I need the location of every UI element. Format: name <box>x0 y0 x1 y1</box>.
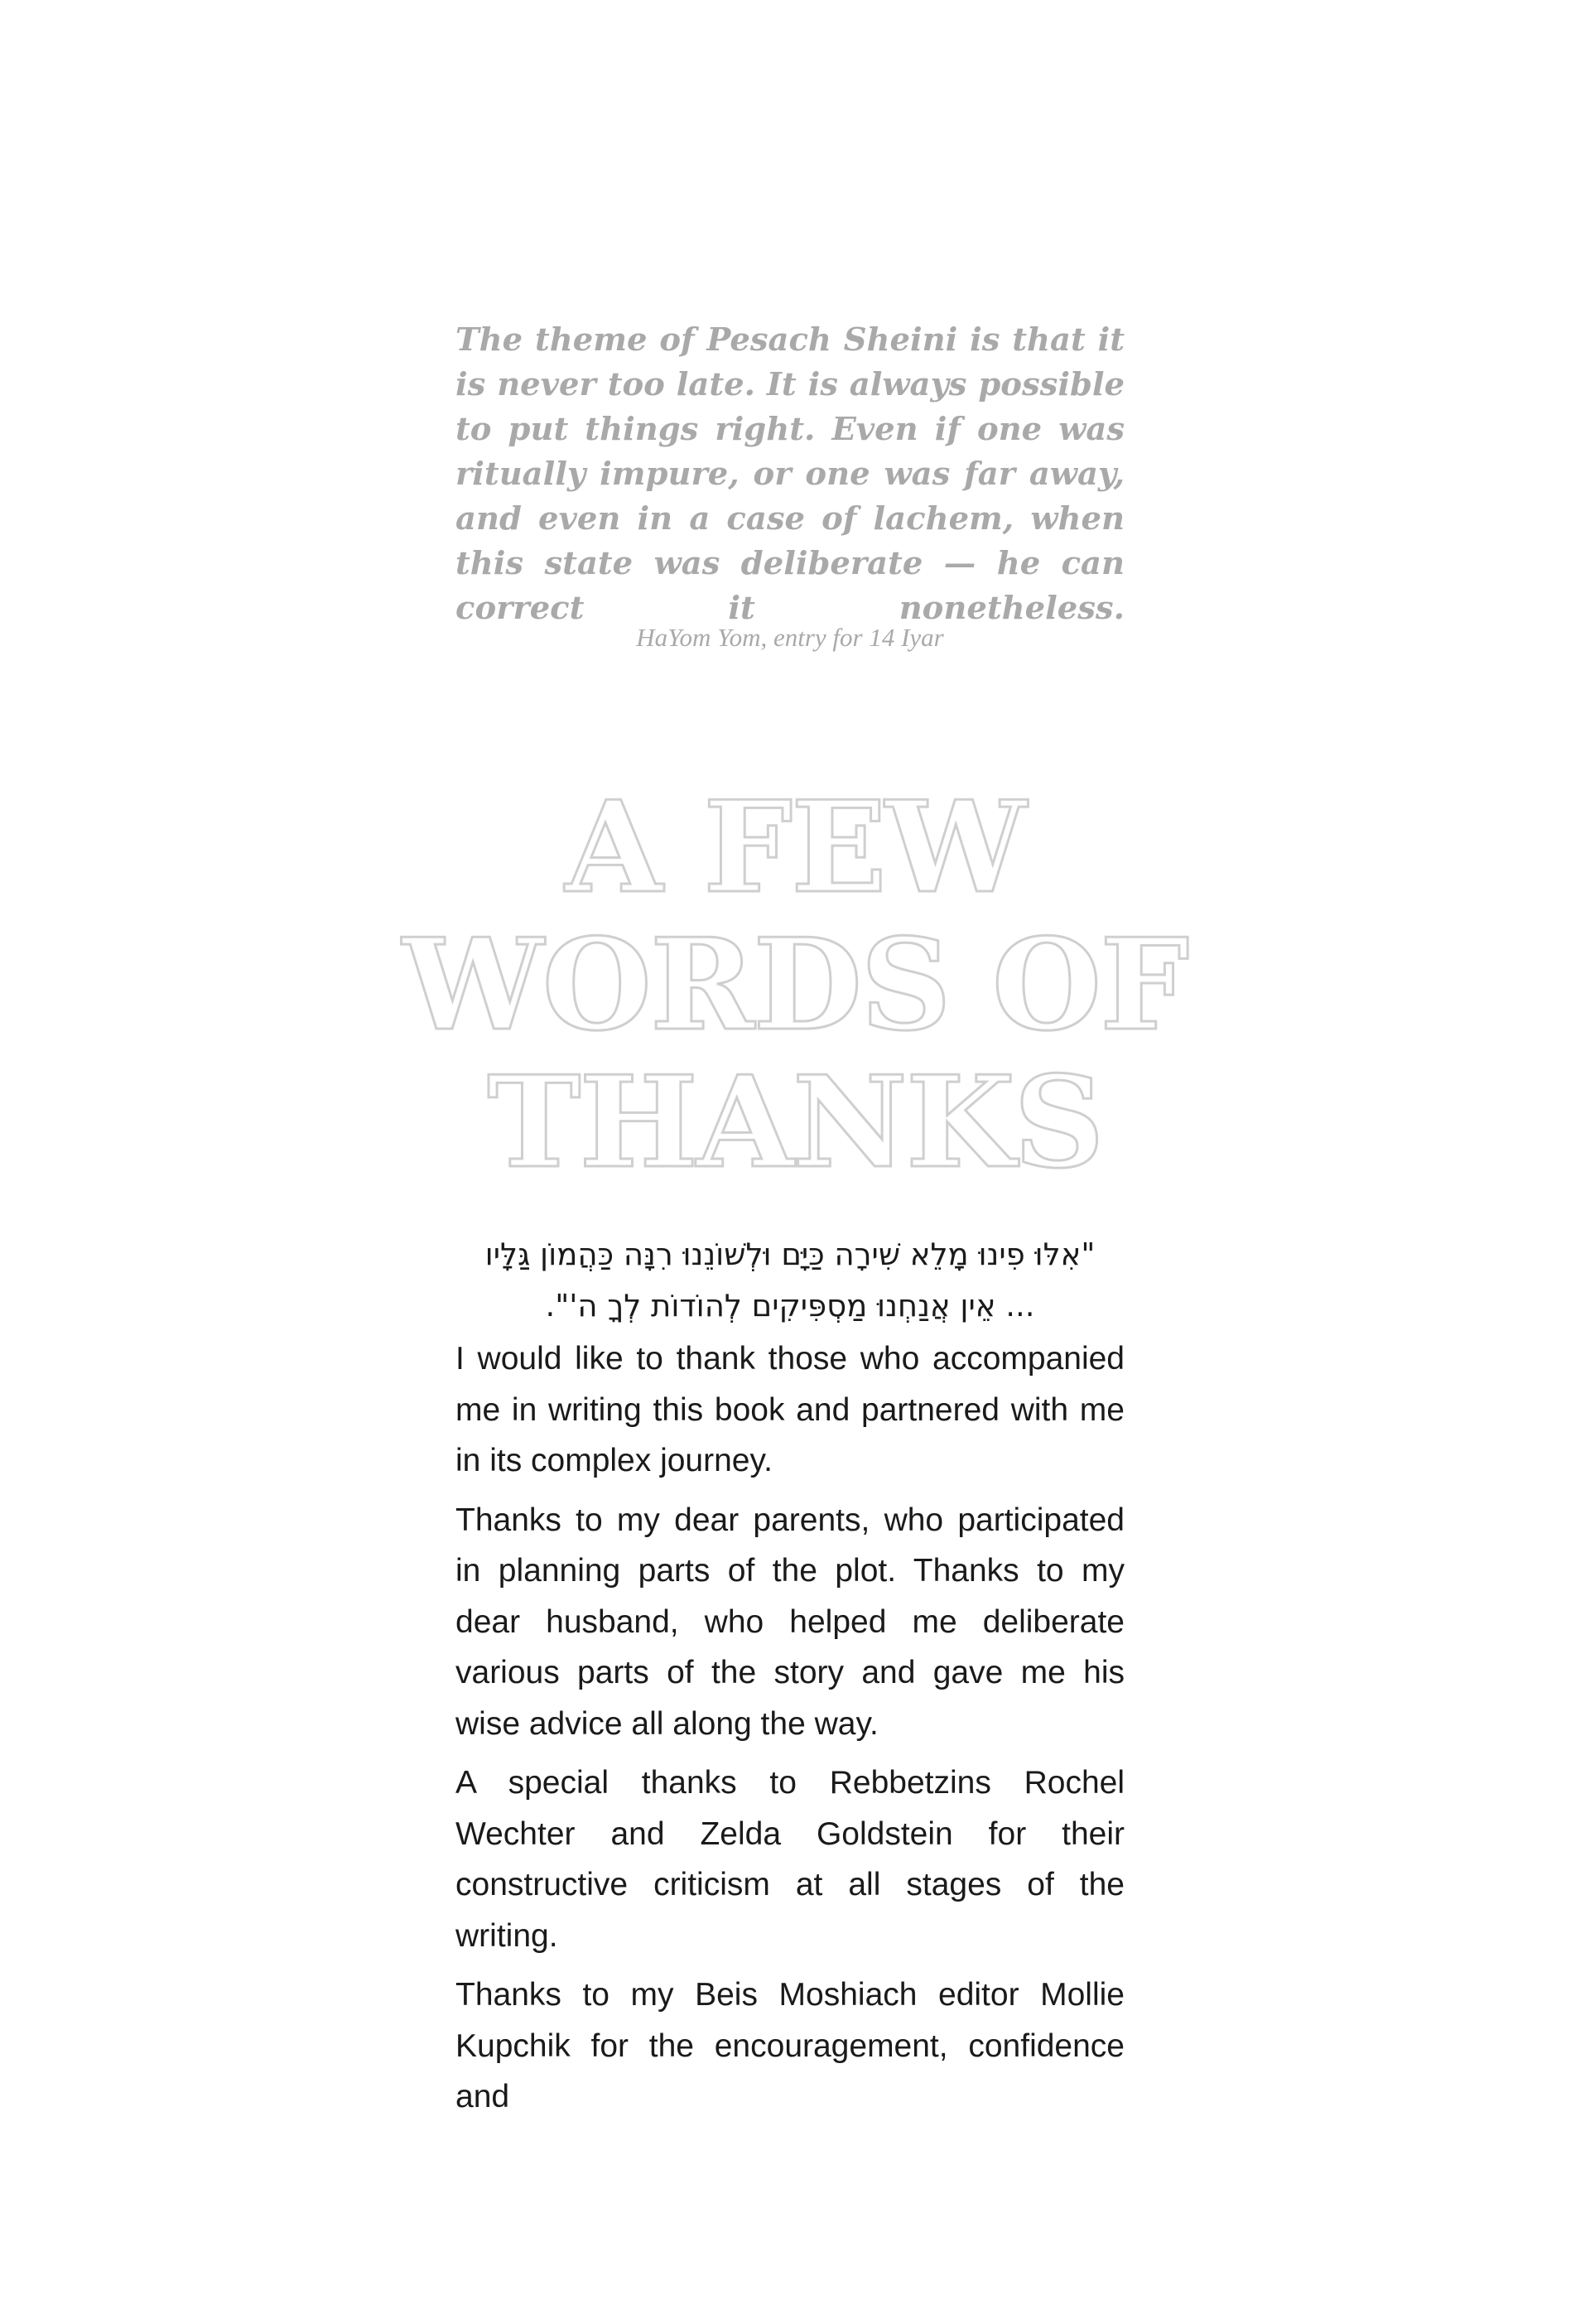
hebrew-quote <box>455 1229 1125 1332</box>
title-line-1: A FEW <box>565 773 1025 921</box>
paragraph: Thanks to my Beis Moshiach editor Mollie Kupchik for the encouragement, confidence and <box>455 1977 1125 2114</box>
paragraph: A special thanks to Rebbetzins Rochel Wechter and Zelda Goldstein for their constructive criticism at all stages of the writing. <box>455 1765 1125 1954</box>
epigraph-source: HaYom Yom, entry for 14 Iyar <box>636 623 944 652</box>
title-line-3: THANKS <box>487 1048 1103 1196</box>
hebrew-quote-line-1: "אִלּוּ פִינוּ מָלֵא שִׁירָה כַּיָּם וּלְשׁוֹנֵנוּ רִנָּה כַּהֲמוֹן גַּלָּיו <box>484 1237 1096 1272</box>
acknowledgements-body <box>455 1333 1125 2131</box>
title-line-2: WORDS OF <box>402 910 1188 1058</box>
hebrew-quote-line-2: ... אֵין אֲנַחְנוּ מַסְפִּיקִים לְהוֹדוֹת לְךָ ה'". <box>545 1288 1035 1324</box>
page-title <box>248 773 1342 1196</box>
paragraph: Thanks to my dear parents, who participated in planning parts of the plot. Thanks to my dear husband, who helped me deliberate various parts of the story and gave me his wise advice all along the way. <box>455 1502 1125 1742</box>
epigraph-quote: The theme of Pesach Sheini is that it is never too late. It is always possible to put things right. Even if one was ritually impure, or one was far away, and even in a case of lachem, when this state was deliberate — he can correct it nonetheless. <box>455 321 1125 627</box>
paragraph: I would like to thank those who accompanied me in writing this book and partnered with me in its complex journey. <box>455 1341 1125 1478</box>
